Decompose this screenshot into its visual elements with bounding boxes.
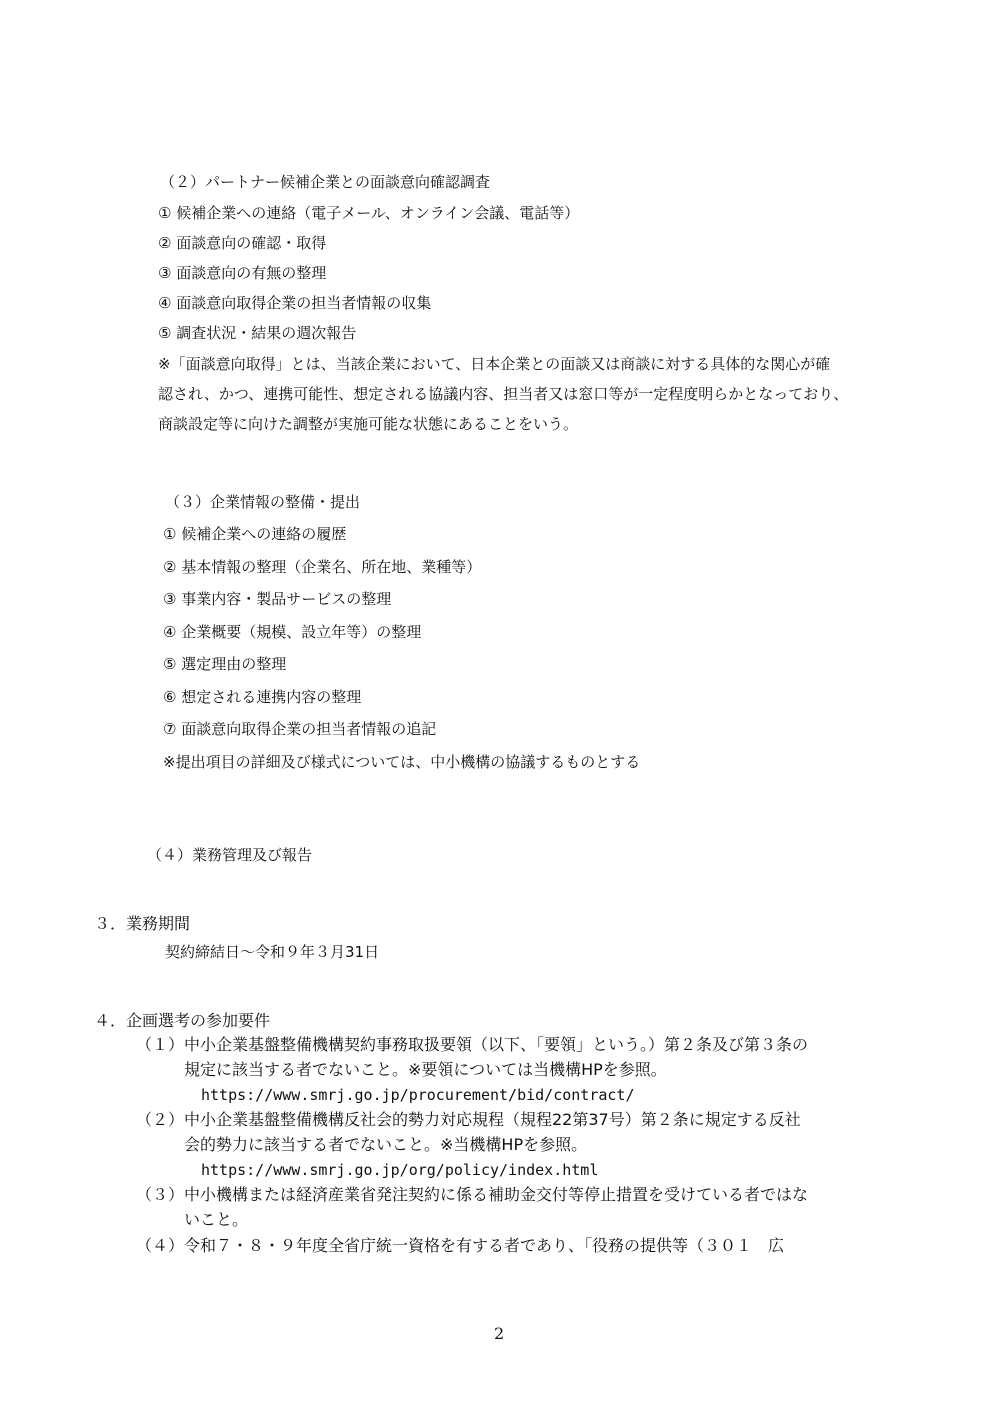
requirement-2-number: （２） xyxy=(136,1110,185,1129)
section3-item-5: ⑤ 選定理由の整理 xyxy=(163,655,287,673)
page-number: 2 xyxy=(494,1324,505,1343)
section2-item-4: ④ 面談意向取得企業の担当者情報の収集 xyxy=(158,294,432,312)
period-heading: ３．業務期間 xyxy=(94,914,191,933)
section3-item-1: ① 候補企業への連絡の履歴 xyxy=(163,525,347,543)
section3-item-6: ⑥ 想定される連携内容の整理 xyxy=(163,688,362,706)
section3-note: ※提出項目の詳細及び様式については、中小機構の協議するものとする xyxy=(163,753,641,771)
requirement-4-number: （４） xyxy=(136,1236,185,1255)
requirement-4-line-1: 令和７・８・９年度全省庁統一資格を有する者であり、「役務の提供等（３０１ 広 xyxy=(184,1236,785,1255)
section2-note-line-2: 認され、かつ、連携可能性、想定される協議内容、担当者又は窓口等が一定程度明らかとなっており、 xyxy=(158,385,849,403)
section2-item-1: ① 候補企業への連絡（電子メール、オンライン会議、電話等） xyxy=(158,204,580,222)
section2-heading: （２）パートナー候補企業との面談意向確認調査 xyxy=(160,173,491,191)
section3-item-4: ④ 企業概要（規模、設立年等）の整理 xyxy=(163,623,422,641)
section2-note-line-1: ※「面談意向取得」とは、当該企業において、日本企業との面談又は商談に対する具体的な関心が確 xyxy=(158,355,831,373)
requirement-3-number: （３） xyxy=(136,1185,185,1204)
requirement-1-url: https://www.smrj.go.jp/procurement/bid/contract/ xyxy=(201,1086,635,1104)
requirement-3-line-2: いこと。 xyxy=(184,1210,249,1229)
period-body: 契約締結日～令和９年３月31日 xyxy=(165,943,380,961)
section2-item-3: ③ 面談意向の有無の整理 xyxy=(158,264,327,282)
requirement-2-line-2: 会的勢力に該当する者でないこと。※当機構HPを参照。 xyxy=(184,1135,588,1154)
section3-item-7: ⑦ 面談意向取得企業の担当者情報の追記 xyxy=(163,720,437,738)
requirement-1-line-1: 中小企業基盤整備機構契約事務取扱要領（以下、「要領」という。）第２条及び第３条の xyxy=(184,1035,809,1054)
section2-note-line-3: 商談設定等に向けた調整が実施可能な状態にあることをいう。 xyxy=(158,415,579,433)
requirements-heading: ４．企画選考の参加要件 xyxy=(94,1011,271,1030)
requirement-2-url: https://www.smrj.go.jp/org/policy/index.html xyxy=(201,1161,599,1179)
section3-heading: （３）企業情報の整備・提出 xyxy=(165,493,361,511)
section2-item-5: ⑤ 調査状況・結果の週次報告 xyxy=(158,324,357,342)
section4-heading: （４）業務管理及び報告 xyxy=(147,846,313,864)
section3-item-3: ③ 事業内容・製品サービスの整理 xyxy=(163,590,392,608)
requirement-1-line-2: 規定に該当する者でないこと。※要領については当機構HPを参照。 xyxy=(184,1060,667,1079)
requirement-3-line-1: 中小機構または経済産業省発注契約に係る補助金交付等停止措置を受けている者ではな xyxy=(184,1185,809,1204)
requirement-2-line-1: 中小企業基盤整備機構反社会的勢力対応規程（規程22第37号）第２条に規定する反社 xyxy=(184,1110,801,1129)
section3-item-2: ② 基本情報の整理（企業名、所在地、業種等） xyxy=(163,558,482,576)
section2-item-2: ② 面談意向の確認・取得 xyxy=(158,234,327,252)
requirement-1-number: （１） xyxy=(136,1035,185,1054)
